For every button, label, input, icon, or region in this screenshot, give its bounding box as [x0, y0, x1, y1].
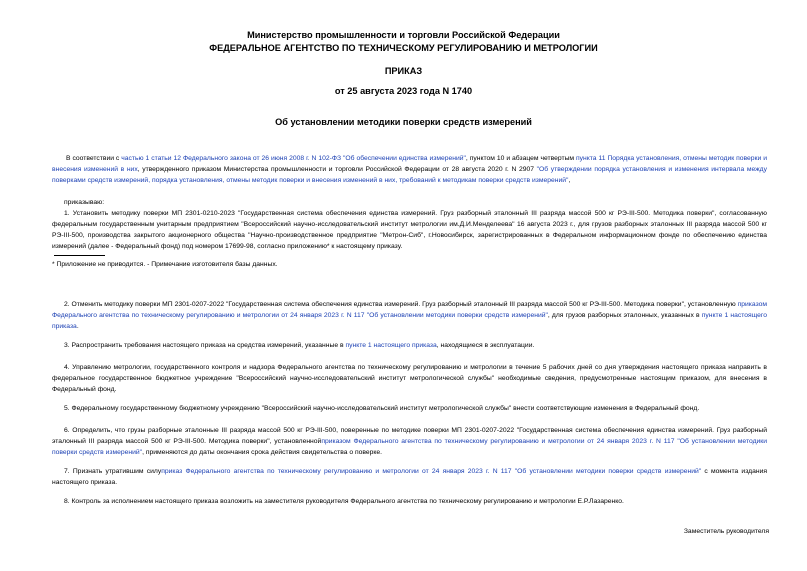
- intro-text-2: , пунктом 10 и абзацем четвертым: [465, 155, 576, 162]
- item-2-text-2: , для грузов разборных эталонных, указанных в: [547, 312, 702, 319]
- date-number: от 25 августа 2023 года N 1740: [334, 86, 473, 96]
- order-117-link[interactable]: приказом Федерального агентства по техническому регулированию и метрологии от 24 января 2023 г. N 117 "Об установлении методики поверки средств измерений": [52, 301, 767, 319]
- footnote-separator: [54, 255, 105, 256]
- item-6-text-2: , применяются до даты окончания срока действия свидетельства о поверке.: [142, 449, 383, 456]
- signature-title: Заместитель руководителя: [683, 528, 769, 535]
- order-117-link[interactable]: приказом Федерального агентства по техническому регулированию и метрологии от 24 января 2023 г. N 117 "Об установлении методики поверки средств измерений": [52, 438, 768, 456]
- item-3-text-1: 3. Распространить требования настоящего приказа на средства измерений, указанные в: [64, 342, 346, 349]
- item-7-text-1: 7. Признать утратившим силу: [64, 468, 162, 475]
- item-6: [52, 425, 767, 458]
- item-2-text-1: 2. Отменить методику поверки МП 2301-0207-2022 "Государственная система обеспечения единства измерений. Груз разборный эталонный III разряда массой 500 кг РЭ-III-500. Методика поверки", установленную: [64, 301, 738, 308]
- item-8: 8. Контроль за исполнением настоящего приказа возложить на заместителя руководителя Федерального агентства по техническому регулированию и метрологии Е.Р.Лазаренко.: [64, 498, 624, 505]
- item-3: [52, 340, 767, 351]
- item-5: 5. Федеральному государственному бюджетному учреждению "Всероссийский научно-исследовательский институт метрологической службы" внести соответствующие изменения в Федеральный фонд.: [64, 405, 700, 412]
- item-7: [52, 466, 767, 488]
- doc-title: Об установлении методики поверки средств измерений: [275, 117, 532, 127]
- order-117-link[interactable]: приказ Федерального агентства по техническому регулированию и метрологии от 24 января 2023 г. N 117 "Об установлении методики поверки средств измерений": [161, 468, 702, 475]
- procedure-link[interactable]: пункта 11 Порядка установления, отмены методик поверки и внесения изменений в них: [52, 155, 767, 173]
- item-3-text-2: , находящиеся в эксплуатации.: [436, 342, 535, 349]
- item-7-text-2: с момента издания настоящего приказа.: [52, 468, 767, 486]
- agency-heading: ФЕДЕРАЛЬНОЕ АГЕНТСТВО ПО ТЕХНИЧЕСКОМУ РЕГУЛИРОВАНИЮ И МЕТРОЛОГИИ: [209, 43, 598, 53]
- intro-text-4: ,: [568, 177, 571, 184]
- item-1: 1. Установить методику поверки МП 2301-0210-2023 "Государственная система обеспечения единства измерений. Груз разборный эталонный III разряда массой 500 кг РЭ-III-500. Методика поверки", согласованную федеральным государственным унитарным предприятием "Всероссийский научно-исследовательский институт метрологии им.Д.И.Менделеева" 16 августа 2023 г., для грузов разборных эталонных III разряда массой 500 кг РЭ-III-500, производства закрытого акционерного общества "Научно-производственное предприятие "Метрон-Сиб", г.Новосибирск, зарегистрированных в Федеральном информационном фонде по обеспечению единства измерений (далее - Федеральный фонд) под номером 17699-98, согласно приложению* к настоящему приказу.: [52, 210, 767, 250]
- item-1-link[interactable]: пункте 1 настоящего приказа: [52, 312, 767, 330]
- item-1-link[interactable]: пункте 1 настоящего приказа: [345, 342, 437, 349]
- item-2: [52, 299, 767, 332]
- order-word: приказываю:: [64, 199, 105, 206]
- intro-text-3: , утвержденного приказом Министерства промышленности и торговли Российской Федерации от 28 августа 2020 г. N 2907: [137, 166, 537, 173]
- footnote: * Приложение не приводится. - Примечание изготовителя базы данных.: [52, 261, 278, 268]
- item-2-text-3: .: [76, 323, 79, 330]
- item-4: 4. Управлению метрологии, государственного контроля и надзора Федерального агентства по техническому регулированию и метрологии в течение 5 рабочих дней со дня утверждения настоящего приказа направить в федеральное государственное бюджетное учреждение "Всероссийский научно-исследовательский институт метрологической службы" необходимые сведения, предусмотренные настоящим приказом, для внесения в Федеральный фонд.: [52, 364, 767, 393]
- doc-type: ПРИКАЗ: [384, 66, 423, 76]
- item-6-text-1: 6. Определить, что грузы разборные эталонные III разряда массой 500 кг РЭ-III-500, поверенные по методике поверки МП 2301-0207-2022 "Государственная система обеспечения единства измерений. Груз разборный эталонный III разряда массой 500 кг РЭ-III-500. Методика поверки", установленной: [52, 427, 767, 445]
- ministry-heading: Министерство промышленности и торговли Российской Федерации: [247, 30, 560, 40]
- intro-text-1: В соответствии с: [66, 155, 122, 162]
- order-2907-link[interactable]: "Об утверждении порядка установления и изменения интервала между поверками средств измерений, порядка установления, отмены методик поверки и внесения изменений в них, требований к методикам поверки средств измерений": [52, 166, 767, 184]
- intro-paragraph: [52, 153, 767, 186]
- law-link[interactable]: частью 1 статьи 12 Федерального закона от 26 июня 2008 г. N 102-ФЗ "Об обеспечении единства измерений": [121, 155, 466, 162]
